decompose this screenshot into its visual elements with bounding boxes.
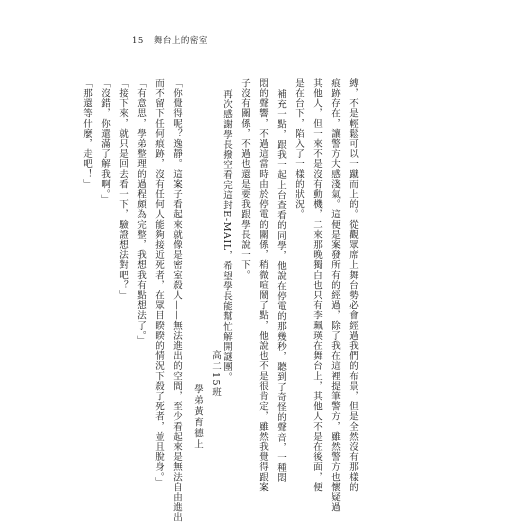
dialogue-line-1: 「你覺得呢？逸靜。這案子看起來就像是密室殺人——無法進出的空間，至少看起來是無法自由進出 — [171, 78, 182, 522]
signature-class: 高二15班 — [210, 350, 221, 399]
letter-column-4: 是在台下，陷入了一樣的狀況。 — [293, 78, 304, 220]
letter-column-8: 再次感謝學長撥空看完這封E-MAIL，希望學長能幫忙解開謎團。 — [221, 89, 232, 383]
signature-name: 學弟黃育德上 — [192, 384, 203, 450]
letter-column-1: 縛，不是輕鬆可以一蹴而上的。從觀眾席上舞台勢必會經過我們的布景，但是全然沒有那樣的 — [347, 78, 358, 493]
dialogue-line-6: 「那還等什麼，走吧！」 — [81, 78, 92, 190]
letter-column-3: 其他人，但一來不是沒有動機，二來那晚獨白也只有李珮瑛在舞台上，其他人不是在後面，便 — [311, 78, 322, 493]
letter-column-7: 子沒有關係，不過也還是要我跟學長說一下。 — [239, 78, 250, 280]
letter-column-6: 悶的聲響，不過這當時由於停電的關係，稍微喧鬧了點，他說也不是很肯定，雖然我覺得跟案 — [257, 78, 268, 493]
letter-column-2: 痕跡存在，讓警方大感淺氣。這便是案發所有的經過，除了我在這裡提筆警方，雖然警方也懷疑過 — [329, 78, 340, 513]
page-number: 15 — [132, 36, 144, 46]
dialogue-line-2: 而不留下任何痕跡，沒有任何人能夠接近死者，在眾目睽睽的情況下殺了死者，並且脫身。」 — [153, 78, 164, 488]
letter-column-5: 補充一點，跟我一起上台查看的同學，他說在停電的那幾秒，聽到了奇怪的聲音，一種悶 — [275, 89, 286, 483]
chapter-title: 舞台上的密室 — [153, 36, 208, 46]
running-head — [132, 34, 208, 46]
dialogue-line-4: 「接下來，就只是回去看一下，驗證想法對吧？」 — [117, 78, 128, 301]
dialogue-line-5: 「沒錯，你還滿了解我啊。」 — [99, 78, 110, 205]
dialogue-line-3: 「有意思，學弟整理的過程頗為完整，我想我有點想法了。」 — [135, 78, 146, 346]
